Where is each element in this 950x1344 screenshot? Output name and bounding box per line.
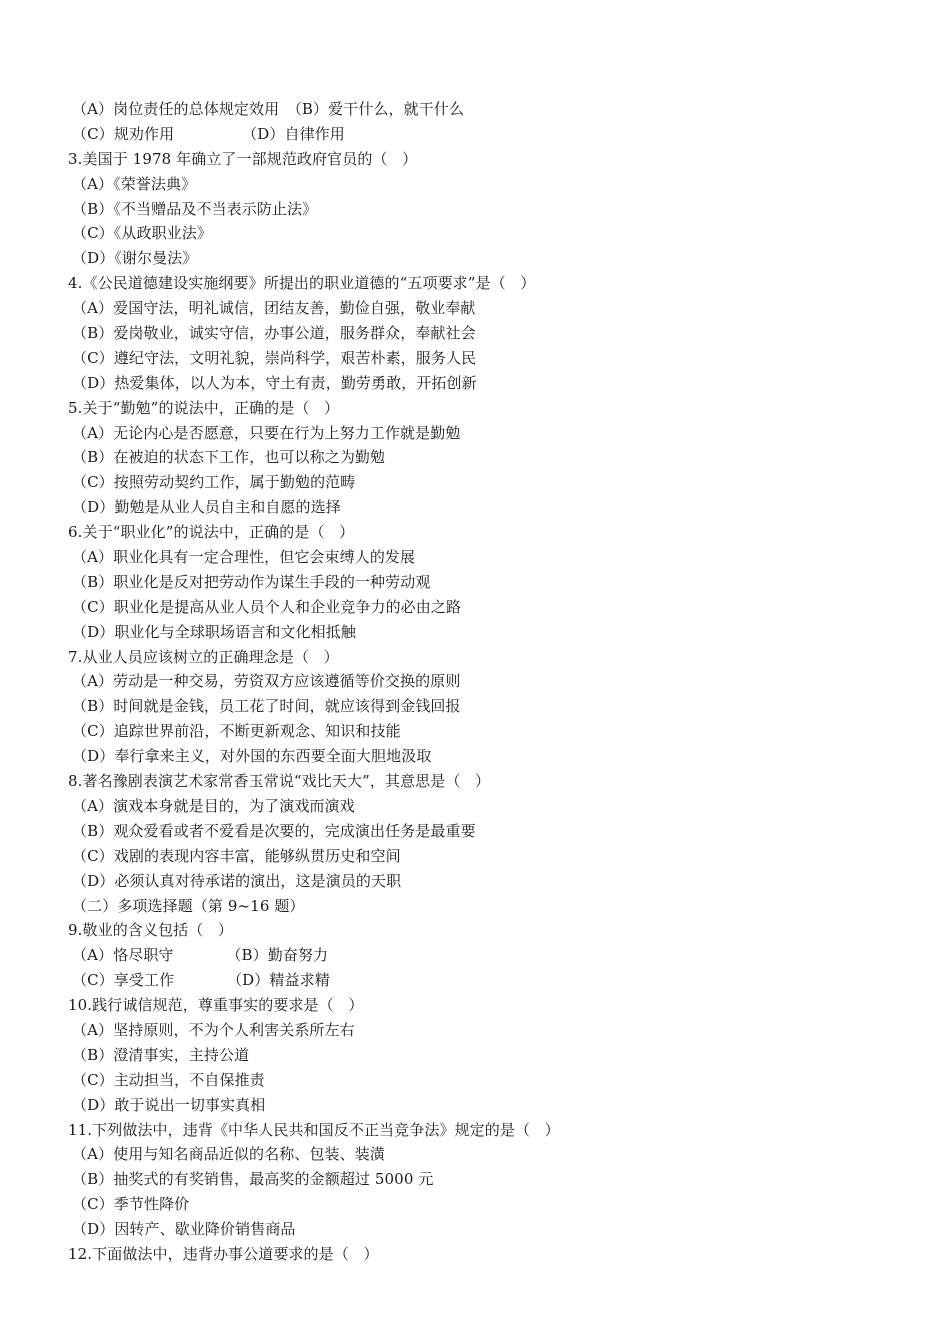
answer-option: （D）勤勉是从业人员自主和自愿的选择: [72, 498, 341, 517]
answer-option: （B）在被迫的状态下工作，也可以称之为勤勉: [72, 448, 386, 467]
answer-option: （D）职业化与全球职场语言和文化相抵触: [72, 622, 356, 641]
answer-option: （D）热爱集体，以人为本，守土有责，勤劳勇敢，开拓创新: [72, 373, 477, 392]
answer-option: （A）劳动是一种交易，劳资双方应该遵循等价交换的原则: [72, 672, 461, 691]
answer-option: （C）享受工作 （D）精益求精: [72, 971, 330, 990]
answer-option: （D）因转产、歇业降价销售商品: [72, 1220, 296, 1239]
answer-option: （B）时间就是金钱，员工花了时间，就应该得到金钱回报: [72, 697, 461, 716]
answer-option: （A）坚持原则，不为个人利害关系所左右: [72, 1020, 355, 1039]
answer-option: （A）爱国守法，明礼诚信，团结友善，勤俭自强，敬业奉献: [72, 299, 476, 318]
answer-option: （C）规劝作用 （D）自律作用: [72, 124, 345, 143]
question-stem: 10.践行诚信规范，尊重事实的要求是（ ）: [68, 996, 364, 1015]
question-stem: 7.从业人员应该树立的正确理念是（ ）: [68, 647, 339, 666]
answer-option: （D）奉行拿来主义，对外国的东西要全面大胆地汲取: [72, 747, 432, 766]
question-stem: 5.关于“勤勉”的说法中，正确的是（ ）: [68, 398, 340, 417]
answer-option: （C）《从政职业法》: [72, 224, 212, 243]
question-stem: 11.下列做法中，违背《中华人民共和国反不正当竞争法》规定的是（ ）: [68, 1120, 560, 1139]
answer-option: （D）敢于说出一切事实真相: [72, 1095, 266, 1114]
answer-option: （A）使用与知名商品近似的名称、包装、装潢: [72, 1145, 385, 1164]
answer-option: （B）抽奖式的有奖销售，最高奖的金额超过 5000 元: [72, 1170, 434, 1189]
answer-option: （C）追踪世界前沿，不断更新观念、知识和技能: [72, 722, 401, 741]
answer-option: （A）职业化具有一定合理性，但它会束缚人的发展: [72, 548, 416, 567]
answer-option: （B）职业化是反对把劳动作为谋生手段的一种劳动观: [72, 572, 431, 591]
answer-option: （B）观众爱看或者不爱看是次要的，完成演出任务是最重要: [72, 821, 476, 840]
answer-option: （C）职业化是提高从业人员个人和企业竞争力的必由之路: [72, 597, 462, 616]
question-stem: 3.美国于 1978 年确立了一部规范政府官员的（ ）: [68, 149, 418, 168]
question-stem: 9.敬业的含义包括（ ）: [68, 921, 234, 940]
answer-option: （D）必须认真对待承诺的演出，这是演员的天职: [72, 871, 402, 890]
answer-option: （A）《荣誉法典》: [72, 174, 197, 193]
answer-option: （A）岗位责任的总体规定效用 （B）爱干什么，就干什么: [72, 100, 465, 118]
answer-option: （A）演戏本身就是目的，为了演戏而演戏: [72, 796, 355, 815]
answer-option: （A）无论内心是否愿意，只要在行为上努力工作就是勤勉: [72, 423, 461, 442]
answer-option: （B）《不当赠品及不当表示防止法》: [72, 199, 318, 218]
question-stem: 4.《公民道德建设实施纲要》所提出的职业道德的“五项要求”是（ ）: [68, 274, 536, 293]
question-stem: 12.下面做法中，违背办事公道要求的是（ ）: [68, 1244, 379, 1263]
answer-option: （B）澄清事实，主持公道: [72, 1045, 250, 1064]
answer-option: （C）按照劳动契约工作，属于勤勉的范畴: [72, 473, 356, 492]
answer-option: （C）遵纪守法，文明礼貌，崇尚科学，艰苦朴素，服务人民: [72, 348, 477, 367]
answer-option: （C）季节性降价: [72, 1195, 190, 1214]
exam-page: [0, 97, 950, 1267]
question-stem: 8.著名豫剧表演艺术家常香玉常说“戏比天大”，其意思是（ ）: [68, 772, 491, 791]
answer-option: （B）爱岗敬业，诚实守信，办事公道，服务群众，奉献社会: [72, 324, 476, 343]
answer-option: （C）主动担当，不自保推责: [72, 1070, 265, 1089]
answer-option: （C）戏剧的表现内容丰富，能够纵贯历史和空间: [72, 846, 401, 865]
answer-option: （D）《谢尔曼法》: [72, 249, 198, 268]
answer-option: （A）恪尽职守 （B）勤奋努力: [72, 946, 329, 965]
section-heading: （二）多项选择题（第 9~16 题）: [72, 896, 305, 915]
question-stem: 6.关于“职业化”的说法中，正确的是（ ）: [68, 523, 355, 542]
